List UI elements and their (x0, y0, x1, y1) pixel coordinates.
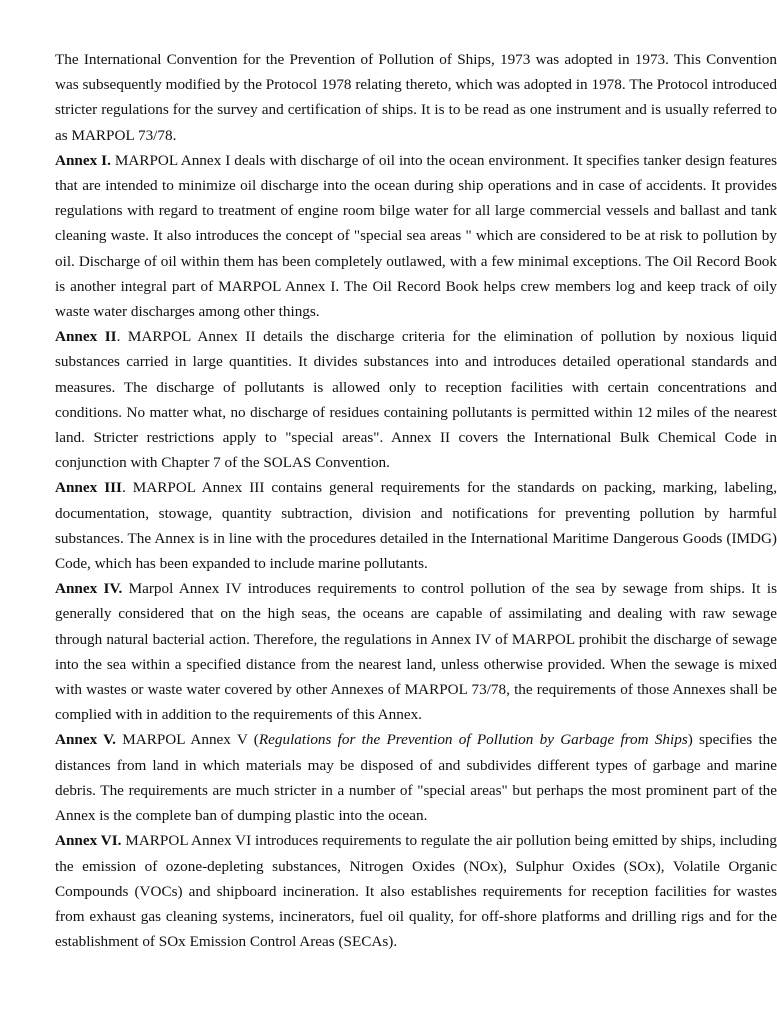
annex-5-text-before: MARPOL Annex V ( (115, 731, 259, 749)
annex-3-paragraph (55, 475, 777, 576)
annex-5-label: Annex V. (55, 731, 116, 749)
annex-5-regulation-title: Regulations for the Prevention of Pollution by Garbage from Ships (258, 731, 688, 749)
annex-2-text: . MARPOL Annex II details the discharge criteria for the elimination of pollution by noxious liquid substances carried in large quantities. It divides substances into and introduces detailed operational standards and measures. The discharge of pollutants is allowed only to reception facilities with certain concentrations and conditions. No matter what, no discharge of residues containing pollutants is permitted within 12 miles of the nearest land. Stricter restrictions apply to "special areas". Annex II covers the International Bulk Chemical Code in conjunction with Chapter 7 of the SOLAS Convention. (55, 328, 777, 472)
annex-2-label: Annex II (55, 328, 117, 346)
annex-6-label: Annex VI. (55, 832, 122, 850)
annex-2-paragraph (55, 324, 777, 475)
annex-3-label: Annex III (55, 479, 122, 497)
annex-1-label: Annex I. (55, 151, 111, 169)
annex-6-text: MARPOL Annex VI introduces requirements to regulate the air pollution being emitted by ships, including the emission of ozone-depleting substances, Nitrogen Oxides (NOx), Sulphur Oxides (SOx), Volatile Organic Compounds (VOCs) and shipboard incineration. It also establishes requirements for reception facilities for wastes from exhaust gas cleaning systems, incinerators, fuel oil quality, for off-shore platforms and drilling rigs and for the establishment of SOx Emission Control Areas (SECAs). (55, 832, 777, 951)
annex-4-label: Annex IV. (55, 580, 123, 598)
annex-5-text-after: ) specifies the distances from land in which materials may be disposed of and subdivides different types of garbage and marine debris. The requirements are much stricter in a number of "special areas" but perhaps the most prominent part of the Annex is the complete ban of dumping plastic into the ocean. (55, 731, 777, 825)
annex-4-text: Marpol Annex IV introduces requirements to control pollution of the sea by sewage from ships. It is generally considered that on the high seas, the oceans are capable of assimilating and dealing with raw sewage through natural bacterial action. Therefore, the regulations in Annex IV of MARPOL prohibit the discharge of sewage into the sea within a specified distance from the nearest land, unless otherwise provided. When the sewage is mixed with wastes or waste water covered by other Annexes of MARPOL 73/78, the requirements of those Annexes shall be complied with in addition to the requirements of this Annex. (55, 580, 777, 724)
intro-text: The International Convention for the Prevention of Pollution of Ships, 1973 was adopted in 1973. This Convention was subsequently modified by the Protocol 1978 relating thereto, which was adopted in 1978. The Protocol introduced stricter regulations for the survey and certification of ships. It is to be read as one instrument and is usually referred to as MARPOL 73/78. (55, 51, 777, 144)
annex-6-paragraph (55, 828, 777, 954)
document-page (55, 47, 777, 954)
annex-1-paragraph (55, 148, 777, 324)
annex-3-text: . MARPOL Annex III contains general requirements for the standards on packing, marking, labeling, documentation, stowage, quantity subtraction, division and notifications for preventing pollution by harmful substances. The Annex is in line with the procedures detailed in the International Maritime Dangerous Goods (IMDG) Code, which has been expanded to include marine pollutants. (55, 479, 777, 573)
annex-4-paragraph (55, 576, 777, 727)
intro-paragraph (55, 47, 777, 148)
annex-5-paragraph (55, 727, 777, 828)
annex-1-text: MARPOL Annex I deals with discharge of oil into the ocean environment. It specifies tanker design features that are intended to minimize oil discharge into the ocean during ship operations and in case of accidents. It provides regulations with regard to treatment of engine room bilge water for all large commercial vessels and ballast and tank cleaning waste. It also introduces the concept of "special sea areas " which are considered to be at risk to pollution by oil. Discharge of oil within them has been completely outlawed, with a few minimal exceptions. The Oil Record Book is another integral part of MARPOL Annex I. The Oil Record Book helps crew members log and keep track of oily waste water discharges among other things. (55, 151, 777, 321)
